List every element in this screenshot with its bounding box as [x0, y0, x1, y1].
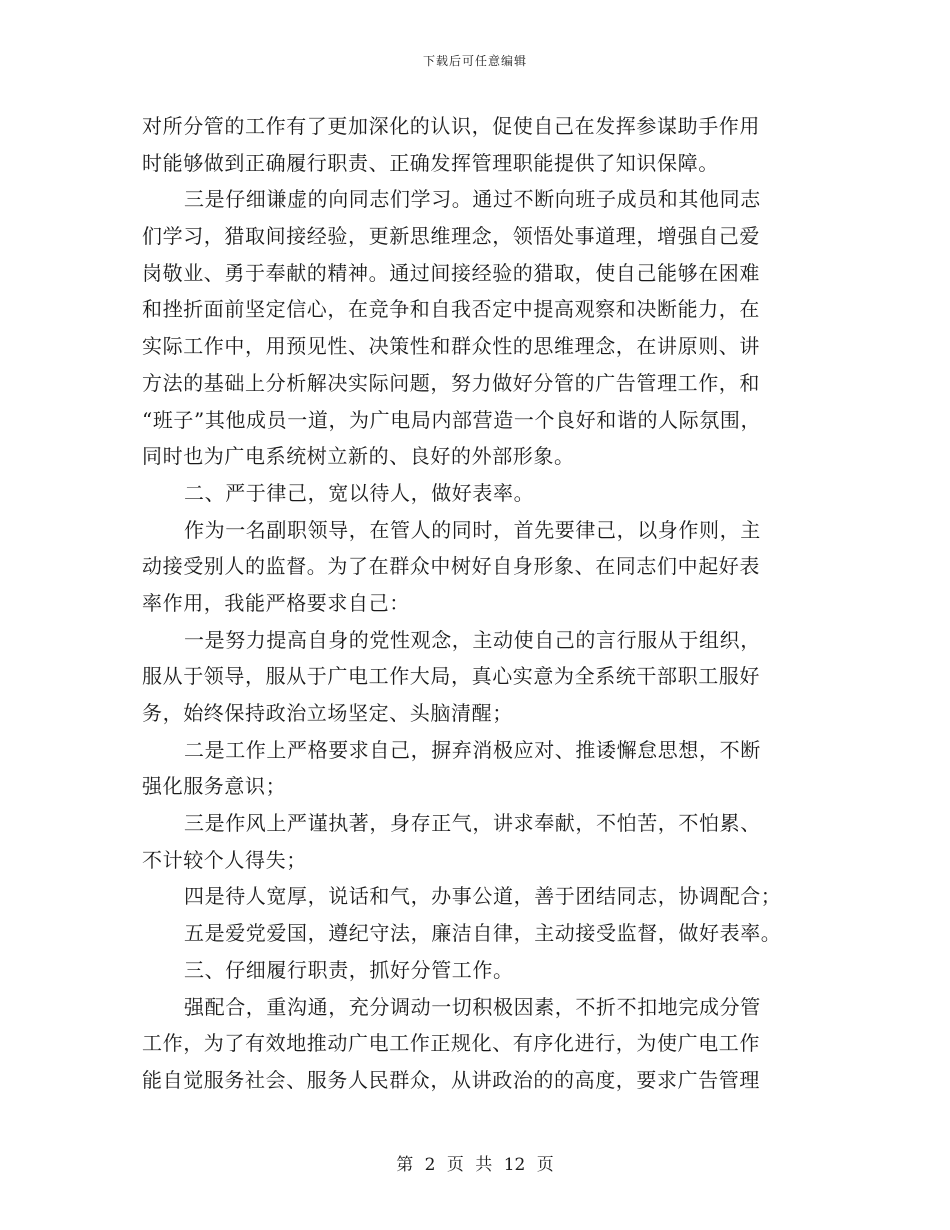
text-line: 强配合，重沟通，充分调动一切积极因素，不折不扣地完成分管	[184, 994, 761, 1019]
text-line: 二、严于律己，宽以待人，做好表率。	[184, 480, 535, 505]
text-line: 工作，为了有效地推动广电工作正规化、有序化进行，为使广电工作	[142, 1031, 760, 1056]
text-line: 方法的基础上分析解决实际问题，努力做好分管的广告管理工作，和	[142, 370, 760, 395]
text-line: 同时也为广电系统树立新的、良好的外部形象。	[142, 444, 575, 469]
text-line: 三是仔细谦虚的向同志们学习。通过不断向班子成员和其他同志	[184, 187, 761, 212]
text-line: 三、仔细履行职责，抓好分管工作。	[184, 957, 514, 982]
text-line: 二是工作上严格要求自己，摒弃消极应对、推诿懈怠思想，不断	[184, 737, 761, 762]
text-line: 一是努力提高自身的党性观念，主动使自己的言行服从于组织，	[184, 627, 761, 652]
text-line: 岗敬业、勇于奉献的精神。通过间接经验的猎取，使自己能够在困难	[142, 260, 760, 285]
text-line: 能自觉服务社会、服务人民群众，从讲政治的的高度，要求广告管理	[142, 1067, 760, 1092]
text-line: 作为一名副职领导，在管人的同时，首先要律己，以身作则，主	[184, 517, 761, 542]
text-line: 对所分管的工作有了更加深化的认识，促使自己在发挥参谋助手作用	[142, 114, 760, 138]
text-line: 率作用，我能严格要求自己：	[142, 590, 410, 615]
text-line: “班子”其他成员一道，为广电局内部营造一个良好和谐的人际氛围，	[142, 407, 762, 432]
text-line: 五是爱党爱国，遵纪守法，廉洁自律，主动接受监督，做好表率。	[184, 921, 782, 946]
text-line: 四是待人宽厚，说话和气，办事公道，善于团结同志，协调配合；	[184, 884, 782, 909]
page-header: 下载后可任意编辑	[422, 54, 527, 68]
text-line: 不计较个人得失；	[142, 847, 307, 872]
page-number-footer: 第 2 页 共 12 页	[396, 1155, 554, 1175]
text-line: 和挫折面前坚定信心，在竞争和自我否定中提高观察和决断能力，在	[142, 297, 760, 322]
text-line: 强化服务意识；	[142, 774, 287, 799]
text-line: 三是作风上严谨执著，身存正气，讲求奉献，不怕苦，不怕累、	[184, 811, 761, 836]
text-line: 服从于领导，服从于广电工作大局，真心实意为全系统干部职工服好	[142, 664, 760, 689]
text-line: 们学习，猎取间接经验，更新思维理念，领悟处事道理，增强自己爱	[142, 224, 760, 249]
text-line: 实际工作中，用预见性、决策性和群众性的思维理念，在讲原则、讲	[142, 334, 760, 359]
document-body	[142, 108, 812, 1099]
text-line: 务，始终保持政治立场坚定、头脑清醒；	[142, 701, 513, 725]
text-line: 动接受别人的监督。为了在群众中树好自身形象、在同志们中起好表	[142, 554, 760, 579]
text-line: 时能够做到正确履行职责、正确发挥管理职能提供了知识保障。	[142, 150, 719, 175]
